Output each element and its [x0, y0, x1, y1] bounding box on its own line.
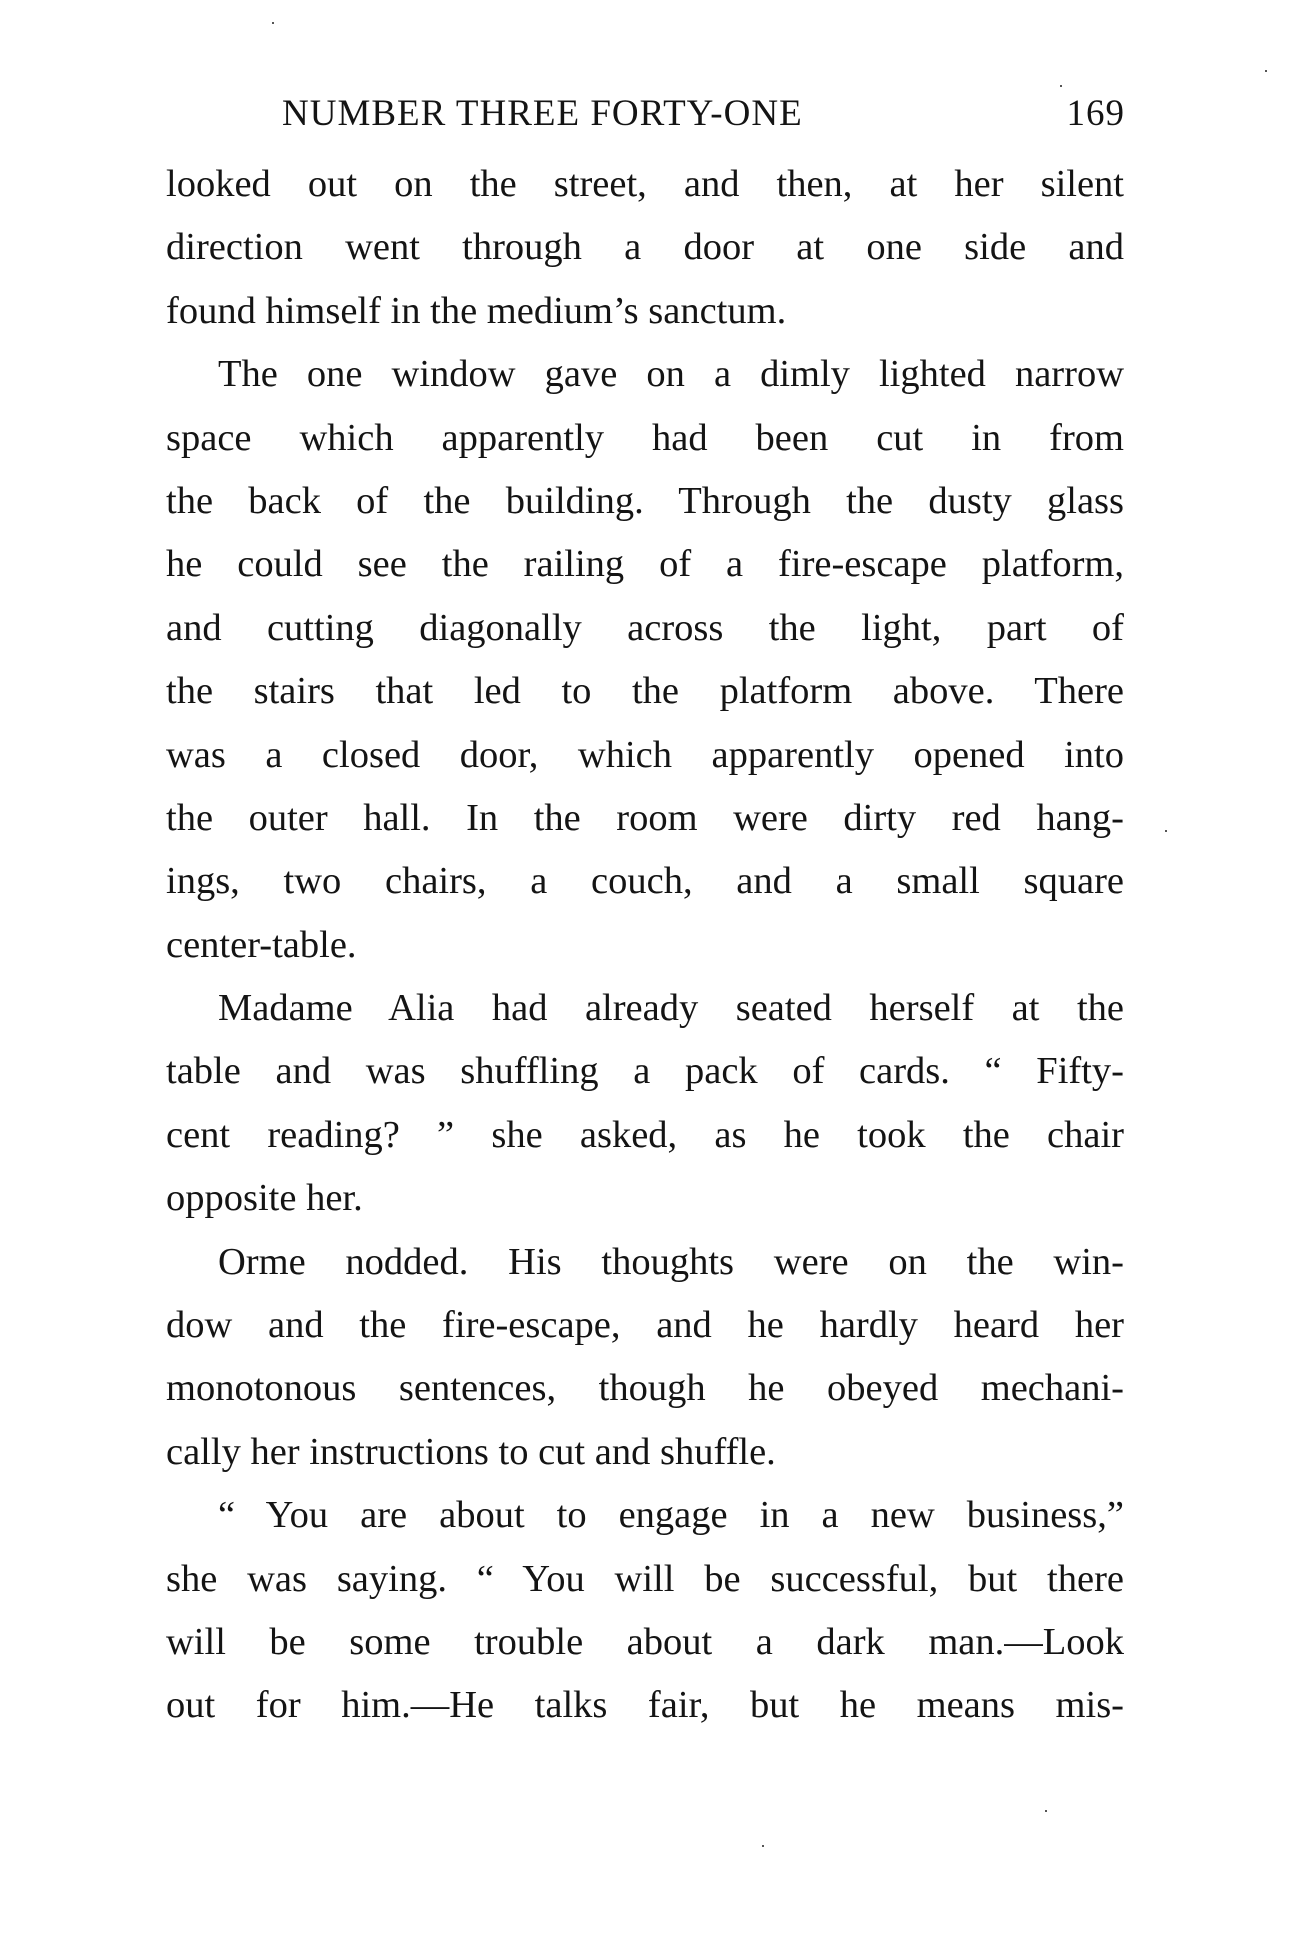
body-text — [166, 153, 1124, 1738]
text-line: dow and the fire-escape, and he hardly heard her — [166, 1304, 1124, 1347]
text-line: center-table. — [166, 923, 357, 966]
text-line: “ You are about to engage in a new business,” — [218, 1494, 1124, 1537]
text-line: direction went through a door at one side and — [166, 226, 1124, 269]
text-line: looked out on the street, and then, at her silent — [166, 163, 1124, 205]
text-line: cent reading? ” she asked, as he took the chair — [166, 1113, 1124, 1156]
paragraph — [166, 153, 1124, 343]
text-line: space which apparently had been cut in from — [166, 416, 1124, 459]
text-line: the stairs that led to the platform above. There — [166, 670, 1124, 713]
text-line: table and was shuffling a pack of cards. “ Fifty- — [166, 1050, 1124, 1093]
paragraph — [166, 977, 1124, 1231]
text-line: the back of the building. Through the dusty glass — [166, 479, 1124, 522]
text-line: monotonous sentences, though he obeyed mechani- — [166, 1367, 1124, 1410]
running-title: NUMBER THREE FORTY-ONE — [282, 93, 803, 134]
text-line: Madame Alia had already seated herself at the — [218, 987, 1124, 1030]
scan-speck — [1060, 85, 1062, 87]
text-line: The one window gave on a dimly lighted narrow — [218, 353, 1124, 396]
text-line: and cutting diagonally across the light, part of — [166, 606, 1124, 649]
scan-speck — [272, 22, 274, 24]
text-line: found himself in the medium’s sanctum. — [166, 289, 787, 332]
text-line: out for him.—He talks fair, but he means mis- — [166, 1684, 1124, 1727]
page-number: 169 — [1066, 93, 1125, 134]
scan-speck — [1165, 830, 1167, 832]
scan-speck — [762, 1845, 764, 1847]
paragraph — [166, 1231, 1124, 1485]
text-line: ings, two chairs, a couch, and a small square — [166, 860, 1124, 903]
scan-speck — [1045, 1810, 1047, 1812]
text-line: cally her instructions to cut and shuffle. — [166, 1430, 776, 1473]
paragraph — [166, 343, 1124, 977]
text-line: was a closed door, which apparently opened into — [166, 733, 1124, 776]
text-line: the outer hall. In the room were dirty red hang- — [166, 796, 1124, 839]
text-line: will be some trouble about a dark man.—Look — [166, 1620, 1124, 1663]
scan-speck — [1265, 70, 1267, 72]
paragraph — [166, 1484, 1124, 1738]
text-line: he could see the railing of a fire-escape platform, — [166, 543, 1124, 586]
text-line: opposite her. — [166, 1177, 363, 1220]
text-line: Orme nodded. His thoughts were on the win- — [218, 1240, 1124, 1283]
text-line: she was saying. “ You will be successful, but there — [166, 1557, 1124, 1600]
running-header — [282, 92, 1125, 142]
